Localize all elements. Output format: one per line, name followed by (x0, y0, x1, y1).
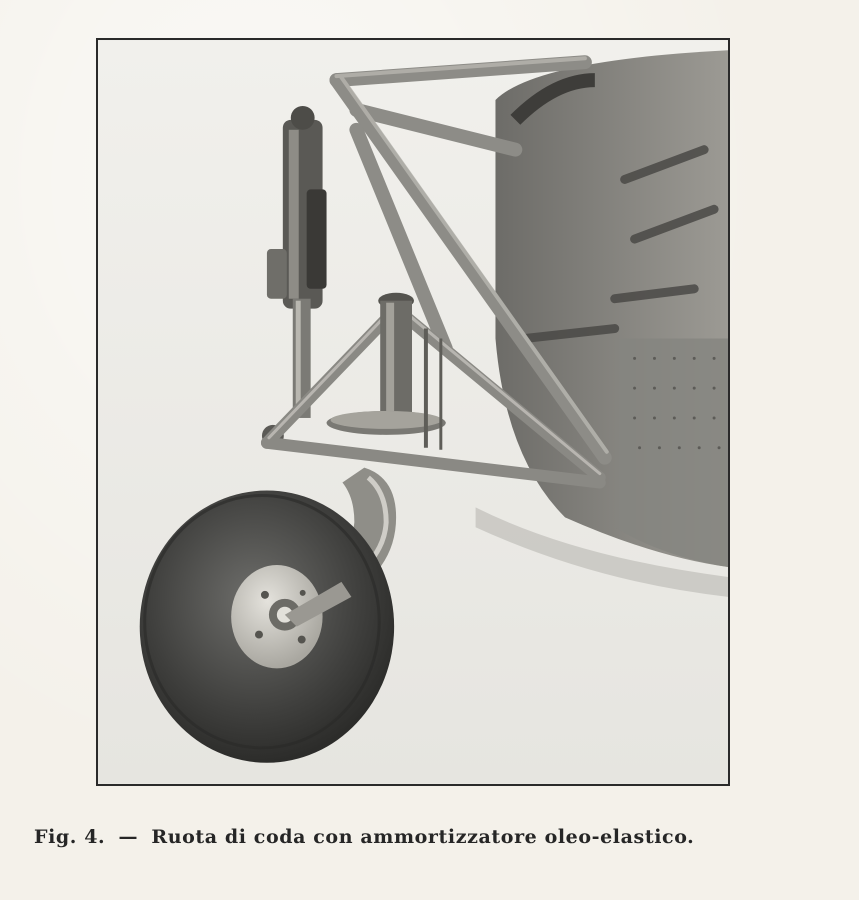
tail-wheel-illustration (98, 40, 728, 784)
caption-separator: — (118, 826, 139, 848)
caption-text: Ruota di coda con ammortizzatore oleo-elastico. (151, 826, 695, 848)
figure-photo (96, 38, 730, 786)
figure-caption (34, 826, 824, 848)
figure-label: Fig. 4. (34, 826, 106, 848)
